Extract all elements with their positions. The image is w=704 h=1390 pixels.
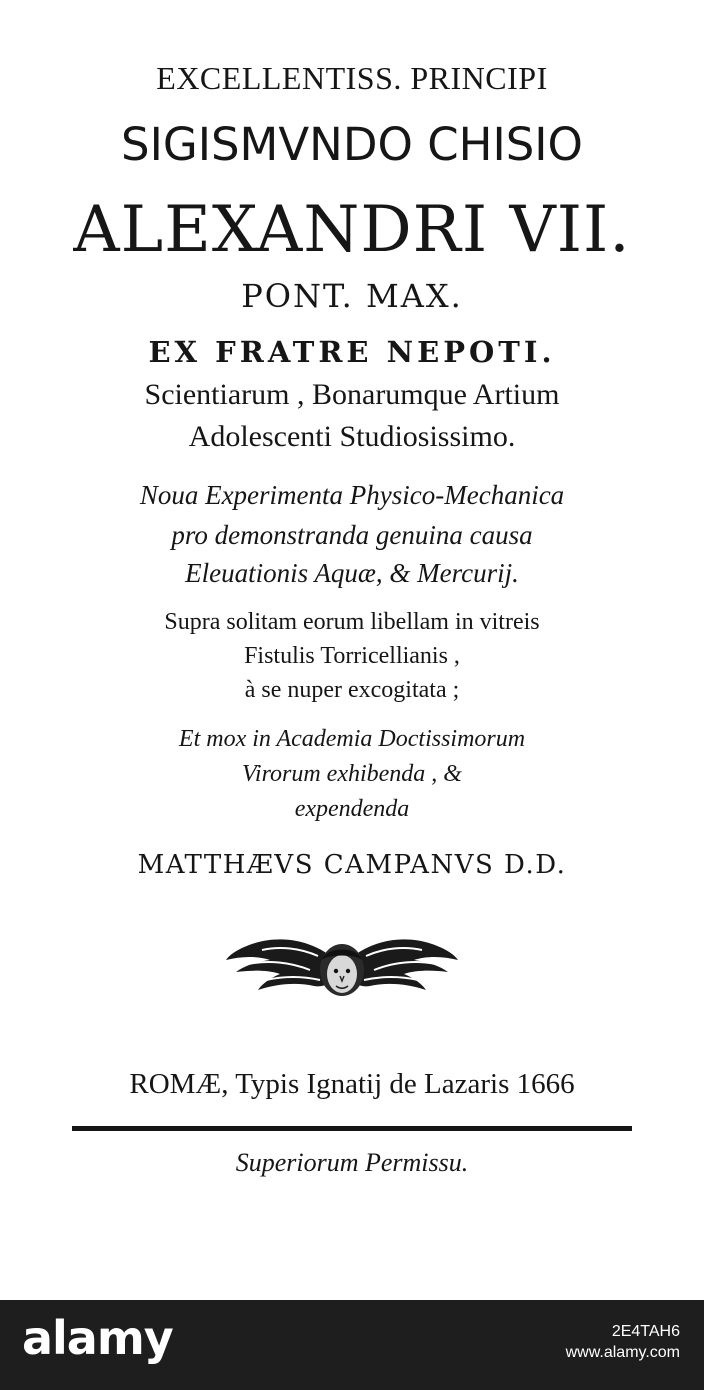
book-title-line-2: pro demonstranda genuina causa (171, 520, 533, 550)
winged-cherub-ornament-icon (222, 926, 462, 1010)
imprint-line: ROMÆ, Typis Ignatij de Lazaris 1666 (129, 1068, 575, 1100)
dedication-line-6: Scientiarum , Bonarumque Artium (144, 378, 560, 411)
image-id: 2E4TAH6 (611, 1323, 680, 1340)
dedication-line-4: PONT. MAX. (241, 277, 463, 315)
book-title-line-6: à se nuper excogitata ; (244, 677, 460, 703)
dedication-line-5: EX FRATRE NEPOTI. (148, 335, 556, 369)
book-title-line-7: Et mox in Academia Doctissimorum (178, 726, 526, 752)
book-title-line-1: Noua Experimenta Physico-Mechanica (139, 480, 565, 510)
permission-line: Superiorum Permissu. (235, 1148, 469, 1177)
book-title-line-8: Virorum exhibenda , & (242, 761, 462, 787)
author-line: MATTHÆVS CAMPANVS D.D. (137, 850, 567, 880)
dedication-line-1: EXCELLENTISS. PRINCIPI (156, 60, 548, 96)
book-title-line-5: Fistulis Torricellianis , (244, 643, 460, 669)
book-title-line-4: Supra solitam eorum libellam in vitreis (164, 609, 540, 635)
dedication-line-2: SIGISMVNDO CHISIO (121, 118, 583, 171)
alamy-logo: alamy (22, 1311, 173, 1365)
book-title-line-9: expendenda (294, 796, 410, 822)
dedication-line-3: ALEXANDRI VII. (73, 193, 631, 267)
watermark-info (566, 1322, 680, 1364)
book-title-line-3: Eleuationis Aquæ, & Mercurij. (185, 558, 519, 588)
horizontal-rule (72, 1126, 632, 1131)
dedication-line-7: Adolescenti Studiosissimo. (188, 420, 516, 453)
watermark-url: www.alamy.com (565, 1343, 680, 1361)
